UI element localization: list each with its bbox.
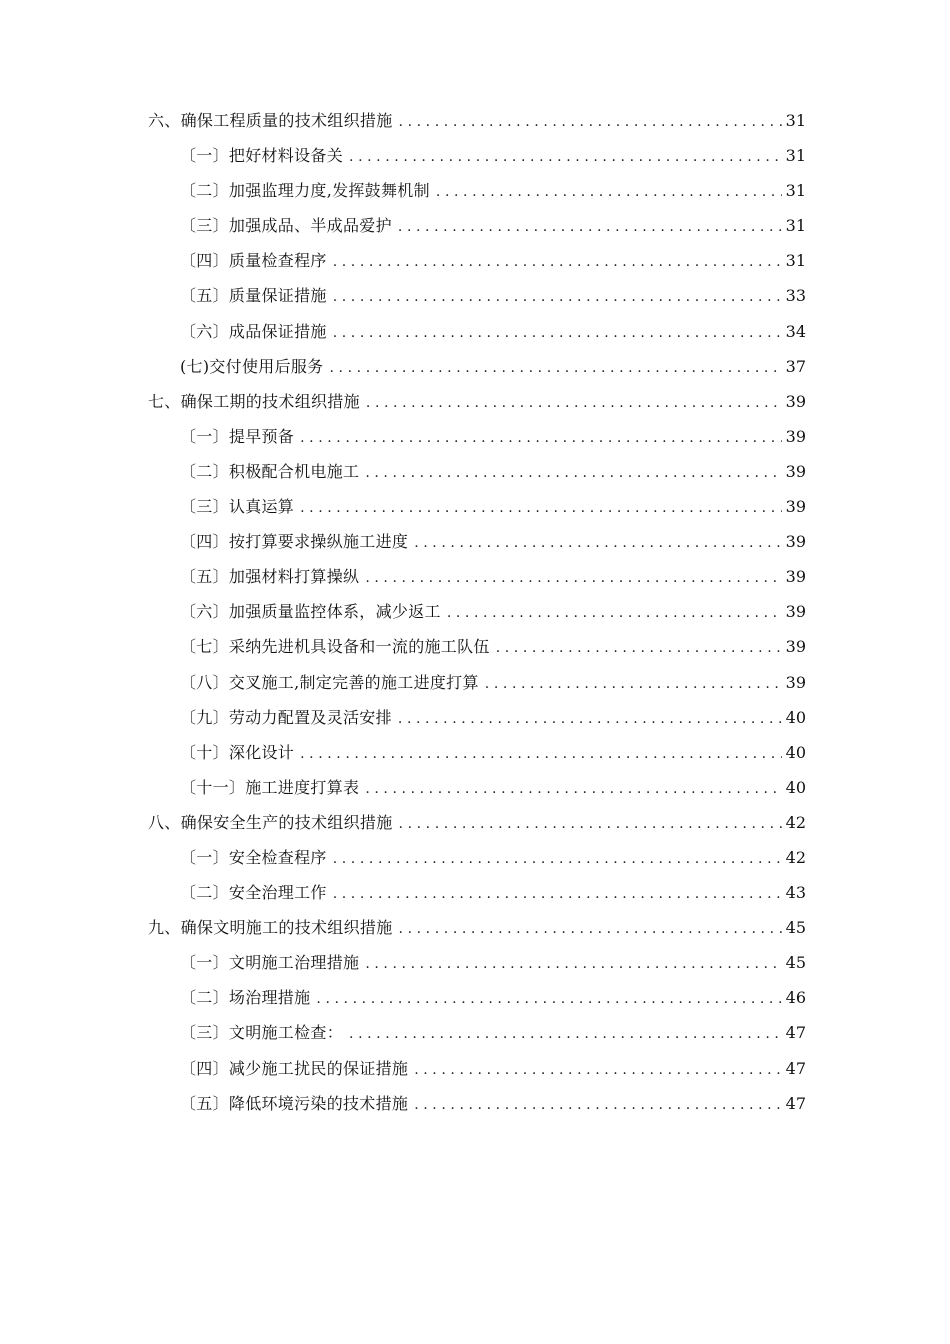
toc-dot-leader xyxy=(414,1053,781,1088)
toc-dot-leader xyxy=(414,526,781,561)
toc-subsection-entry[interactable] xyxy=(148,349,806,384)
toc-page-number: 39 xyxy=(785,391,806,411)
toc-dot-leader xyxy=(333,280,782,315)
toc-page-number: 43 xyxy=(785,883,806,903)
toc-dot-leader xyxy=(333,842,782,877)
toc-page-number: 47 xyxy=(785,1093,806,1113)
toc-entry-label: 〔六〕加强质量监控体系，减少返工 xyxy=(180,602,441,622)
toc-subsection-entry[interactable] xyxy=(148,665,806,700)
toc-entry-label: 〔六〕成品保证措施 xyxy=(180,321,327,341)
toc-section-entry[interactable] xyxy=(148,103,806,138)
toc-subsection-entry[interactable] xyxy=(148,1015,806,1050)
toc-subsection-entry[interactable] xyxy=(148,524,806,559)
toc-page-number: 31 xyxy=(785,146,806,166)
toc-subsection-entry[interactable] xyxy=(148,700,806,735)
toc-page-number: 39 xyxy=(785,637,806,657)
toc-subsection-entry[interactable] xyxy=(148,735,806,770)
toc-dot-leader xyxy=(300,421,782,456)
toc-section-entry[interactable] xyxy=(148,910,806,945)
toc-dot-leader xyxy=(333,877,782,912)
toc-page-number: 46 xyxy=(785,988,806,1008)
toc-entry-label: 〔一〕提早预备 xyxy=(180,426,295,446)
toc-dot-leader xyxy=(365,561,781,596)
toc-subsection-entry[interactable] xyxy=(148,278,806,313)
toc-subsection-entry[interactable] xyxy=(148,840,806,875)
toc-subsection-entry[interactable] xyxy=(148,208,806,243)
toc-dot-leader xyxy=(399,807,782,842)
toc-page-number: 39 xyxy=(785,567,806,587)
toc-page-number: 42 xyxy=(785,812,806,832)
toc-subsection-entry[interactable] xyxy=(148,1086,806,1121)
toc-entry-label: 〔五〕质量保证措施 xyxy=(180,286,327,306)
toc-dot-leader xyxy=(300,737,782,772)
toc-dot-leader xyxy=(365,772,781,807)
toc-dot-leader xyxy=(330,351,782,386)
toc-entry-label: 六、确保工程质量的技术组织措施 xyxy=(148,111,393,130)
toc-entry-label: 〔三〕认真运算 xyxy=(180,497,295,517)
toc-page-number: 39 xyxy=(785,497,806,517)
toc-subsection-entry[interactable] xyxy=(148,770,806,805)
toc-dot-leader xyxy=(333,245,782,280)
toc-entry-label: (七)交付使用后服务 xyxy=(180,356,324,376)
toc-subsection-entry[interactable] xyxy=(148,875,806,910)
toc-subsection-entry[interactable] xyxy=(148,559,806,594)
toc-section-entry[interactable] xyxy=(148,805,806,840)
toc-subsection-entry[interactable] xyxy=(148,138,806,173)
toc-entry-label: 〔九〕劳动力配置及灵活安排 xyxy=(180,707,392,727)
toc-entry-label: 〔二〕加强监理力度,发挥鼓舞机制 xyxy=(180,181,430,201)
toc-page-number: 40 xyxy=(785,707,806,727)
toc-page-number: 31 xyxy=(785,181,806,201)
toc-entry-label: 〔八〕交叉施工,制定完善的施工进度打算 xyxy=(180,672,479,692)
toc-page-number: 34 xyxy=(785,321,806,341)
toc-page-number: 39 xyxy=(785,602,806,622)
toc-entry-label: 〔二〕场治理措施 xyxy=(180,988,311,1008)
toc-dot-leader xyxy=(485,667,782,702)
toc-dot-leader xyxy=(349,1017,782,1052)
toc-subsection-entry[interactable] xyxy=(148,314,806,349)
toc-dot-leader xyxy=(436,175,782,210)
toc-dot-leader xyxy=(399,912,782,947)
toc-dot-leader xyxy=(398,702,782,737)
toc-page-number: 31 xyxy=(785,251,806,271)
toc-entry-label: 〔四〕质量检查程序 xyxy=(180,251,327,271)
toc-dot-leader xyxy=(366,386,782,421)
toc-dot-leader xyxy=(300,491,782,526)
toc-entry-label: 〔三〕加强成品、半成品爱护 xyxy=(180,216,392,236)
toc-dot-leader xyxy=(447,596,782,631)
table-of-contents xyxy=(148,103,806,1121)
toc-page-number: 39 xyxy=(785,426,806,446)
toc-entry-label: 七、确保工期的技术组织措施 xyxy=(148,391,360,411)
toc-dot-leader xyxy=(333,316,782,351)
toc-entry-label: 〔一〕把好材料设备关 xyxy=(180,146,344,166)
toc-subsection-entry[interactable] xyxy=(148,980,806,1015)
toc-entry-label: 〔一〕安全检查程序 xyxy=(180,847,327,867)
toc-entry-label: 九、确保文明施工的技术组织措施 xyxy=(148,918,393,938)
toc-page-number: 45 xyxy=(785,918,806,938)
toc-page-number: 33 xyxy=(785,286,806,306)
toc-page-number: 40 xyxy=(785,777,806,797)
toc-page-number: 47 xyxy=(785,1023,806,1043)
toc-dot-leader xyxy=(349,140,782,175)
toc-subsection-entry[interactable] xyxy=(148,454,806,489)
toc-dot-leader xyxy=(496,631,782,666)
toc-page-number: 37 xyxy=(785,356,806,376)
toc-dot-leader xyxy=(399,105,782,140)
toc-dot-leader xyxy=(398,210,782,245)
toc-page-number: 47 xyxy=(785,1058,806,1078)
toc-subsection-entry[interactable] xyxy=(148,945,806,980)
toc-entry-label: 〔七〕采纳先进机具设备和一流的施工队伍 xyxy=(180,637,490,657)
toc-subsection-entry[interactable] xyxy=(148,629,806,664)
toc-page-number: 42 xyxy=(785,847,806,867)
toc-subsection-entry[interactable] xyxy=(148,173,806,208)
toc-entry-label: 〔十一〕施工进度打算表 xyxy=(180,777,360,797)
toc-page-number: 31 xyxy=(785,216,806,236)
toc-page-number: 39 xyxy=(785,672,806,692)
toc-entry-label: 〔二〕积极配合机电施工 xyxy=(180,461,360,481)
toc-section-entry[interactable] xyxy=(148,384,806,419)
toc-entry-label: 〔五〕降低环境污染的技术措施 xyxy=(180,1093,409,1113)
toc-subsection-entry[interactable] xyxy=(148,594,806,629)
toc-dot-leader xyxy=(316,982,781,1017)
toc-entry-label: 〔四〕减少施工扰民的保证措施 xyxy=(180,1058,409,1078)
toc-entry-label: 〔四〕按打算要求操纵施工进度 xyxy=(180,532,409,552)
toc-page-number: 39 xyxy=(785,461,806,481)
toc-entry-label: 八、确保安全生产的技术组织措施 xyxy=(148,812,393,832)
toc-subsection-entry[interactable] xyxy=(148,489,806,524)
toc-page-number: 40 xyxy=(785,742,806,762)
toc-subsection-entry[interactable] xyxy=(148,1051,806,1086)
toc-subsection-entry[interactable] xyxy=(148,243,806,278)
toc-dot-leader xyxy=(365,456,781,491)
toc-dot-leader xyxy=(414,1088,781,1123)
toc-dot-leader xyxy=(365,947,781,982)
toc-page-number: 31 xyxy=(785,111,806,130)
toc-entry-label: 〔一〕文明施工治理措施 xyxy=(180,953,360,973)
toc-entry-label: 〔五〕加强材料打算操纵 xyxy=(180,567,360,587)
toc-entry-label: 〔十〕深化设计 xyxy=(180,742,295,762)
toc-subsection-entry[interactable] xyxy=(148,419,806,454)
toc-page-number: 45 xyxy=(785,953,806,973)
toc-entry-label: 〔二〕安全治理工作 xyxy=(180,883,327,903)
toc-page-number: 39 xyxy=(785,532,806,552)
toc-entry-label: 〔三〕文明施工检查： xyxy=(180,1023,344,1043)
